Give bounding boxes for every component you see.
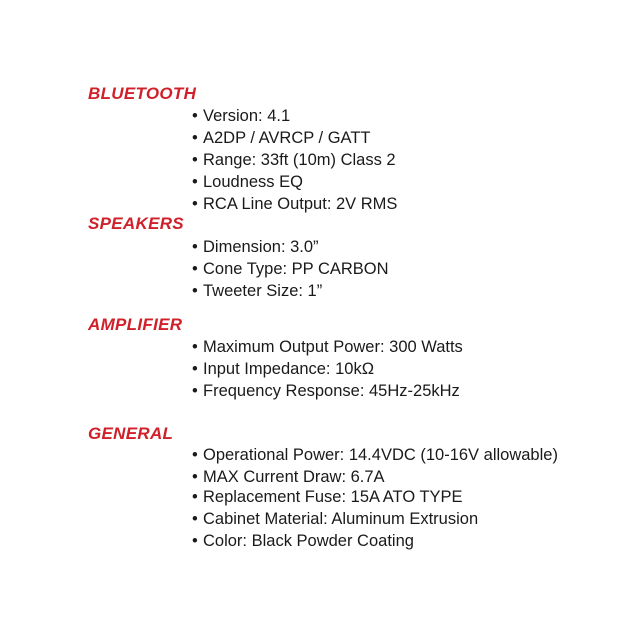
spec-item bbox=[192, 172, 303, 192]
spec-text: Cabinet Material: Aluminum Extrusion bbox=[203, 510, 479, 528]
spec-text: Replacement Fuse: 15A ATO TYPE bbox=[203, 488, 463, 506]
bullet-icon: • bbox=[192, 107, 198, 125]
bullet-icon: • bbox=[192, 510, 198, 528]
spec-item bbox=[192, 106, 290, 126]
spec-item bbox=[192, 359, 374, 379]
spec-text: Maximum Output Power: 300 Watts bbox=[203, 338, 463, 356]
section-heading-general: GENERAL bbox=[88, 424, 174, 443]
spec-text: Operational Power: 14.4VDC (10-16V allowable) bbox=[203, 446, 558, 464]
bullet-icon: • bbox=[192, 173, 198, 191]
spec-text: Version: 4.1 bbox=[203, 107, 291, 125]
spec-item bbox=[192, 467, 385, 487]
spec-item bbox=[192, 128, 371, 148]
bullet-icon: • bbox=[192, 532, 198, 550]
spec-item bbox=[192, 150, 396, 170]
bullet-icon: • bbox=[192, 446, 198, 464]
spec-text: A2DP / AVRCP / GATT bbox=[203, 129, 371, 147]
spec-item bbox=[192, 337, 463, 357]
spec-item bbox=[192, 509, 478, 529]
spec-item bbox=[192, 381, 460, 401]
bullet-icon: • bbox=[192, 360, 198, 378]
spec-text: Range: 33ft (10m) Class 2 bbox=[203, 151, 396, 169]
bullet-icon: • bbox=[192, 129, 198, 147]
bullet-icon: • bbox=[192, 488, 198, 506]
spec-text: Tweeter Size: 1” bbox=[203, 282, 323, 300]
spec-item bbox=[192, 531, 414, 551]
bullet-icon: • bbox=[192, 382, 198, 400]
spec-item bbox=[192, 445, 558, 465]
bullet-icon: • bbox=[192, 195, 198, 213]
bullet-icon: • bbox=[192, 282, 198, 300]
section-heading-amplifier: AMPLIFIER bbox=[88, 315, 183, 334]
spec-text: Cone Type: PP CARBON bbox=[203, 260, 389, 278]
bullet-icon: • bbox=[192, 151, 198, 169]
spec-text: Color: Black Powder Coating bbox=[203, 532, 414, 550]
spec-text: Dimension: 3.0” bbox=[203, 238, 319, 256]
spec-text: MAX Current Draw: 6.7A bbox=[203, 468, 385, 486]
spec-text: RCA Line Output: 2V RMS bbox=[203, 195, 398, 213]
spec-text: Frequency Response: 45Hz-25kHz bbox=[203, 382, 460, 400]
spec-text: Loudness EQ bbox=[203, 173, 303, 191]
spec-item bbox=[192, 281, 322, 301]
section-heading-bluetooth: BLUETOOTH bbox=[88, 84, 197, 103]
spec-item bbox=[192, 259, 389, 279]
bullet-icon: • bbox=[192, 338, 198, 356]
section-heading-speakers: SPEAKERS bbox=[88, 214, 184, 233]
bullet-icon: • bbox=[192, 260, 198, 278]
bullet-icon: • bbox=[192, 238, 198, 256]
bullet-icon: • bbox=[192, 468, 198, 486]
spec-item bbox=[192, 237, 319, 257]
spec-text: Input Impedance: 10kΩ bbox=[203, 360, 375, 378]
spec-item bbox=[192, 194, 397, 214]
spec-item bbox=[192, 487, 463, 507]
